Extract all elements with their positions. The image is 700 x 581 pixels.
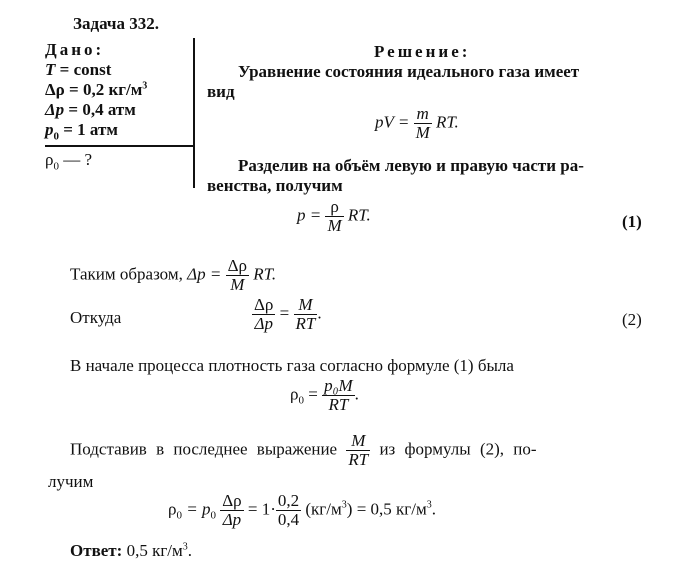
eq-units-exponent: 3 <box>341 499 347 511</box>
paragraph-3 <box>70 257 276 294</box>
eq-units-close: ) <box>346 499 353 519</box>
eq-lhs: Δp = <box>187 264 222 284</box>
given-divider <box>45 145 193 147</box>
denominator: RT <box>328 394 349 414</box>
given-line-initial-pressure <box>45 120 118 143</box>
fraction-delta <box>220 492 243 529</box>
find-value: — ? <box>63 150 93 169</box>
equation-4 <box>168 492 436 529</box>
numerator: Δρ <box>222 491 242 510</box>
given-line-pressure-change <box>45 100 136 120</box>
equation-state <box>375 105 459 142</box>
given-symbol: Δρ <box>45 80 65 99</box>
eq-end: . <box>317 303 322 323</box>
equation-1 <box>297 198 371 235</box>
equation-2-label: (2) <box>622 310 642 329</box>
eq-p-subscript: 0 <box>210 509 216 522</box>
denominator: M <box>230 274 245 294</box>
equation-2 <box>252 296 322 333</box>
given-value: = 1 атм <box>63 120 118 139</box>
denominator: Δp <box>222 509 242 529</box>
eq-p: = p <box>186 499 211 519</box>
given-value: = const <box>59 60 112 79</box>
numerator: p₀M <box>324 376 353 395</box>
eq-result: = 0,5 кг/м <box>356 499 427 519</box>
fraction <box>322 377 355 414</box>
eq-result-exponent: 3 <box>426 499 432 511</box>
paragraph-2-line-1: Разделив на объём левую и правую части ра- <box>238 156 584 175</box>
paragraph-6-line-2: лучим <box>48 472 94 491</box>
given-symbol: p <box>45 120 54 139</box>
denominator: M <box>415 122 430 142</box>
paragraph-5: В начале процесса плотность газа согласно формуле (1) была <box>70 356 514 375</box>
numerator: ρ <box>325 198 343 217</box>
given-heading: Дано: <box>45 40 105 59</box>
denominator: RT <box>348 449 369 469</box>
fraction <box>325 198 343 235</box>
answer-exponent: 3 <box>182 541 188 553</box>
given-exponent: 3 <box>142 80 148 92</box>
eq-rhs: RT. <box>253 264 277 284</box>
given-symbol: Δp <box>45 100 65 119</box>
given-value: = 0,2 кг/м <box>69 80 143 99</box>
paragraph-1-line-1: Уравнение состояния идеального газа имеет <box>238 62 580 81</box>
eq-lhs: p = <box>297 205 322 225</box>
eq-sign: = <box>279 303 290 323</box>
eq-rhs: RT. <box>347 205 371 225</box>
paragraph-1-line-2: вид <box>207 82 235 101</box>
eq-lhs: ρ <box>290 384 299 404</box>
answer-label: Ответ: <box>70 541 123 560</box>
eq-end: . <box>354 384 359 404</box>
fraction <box>346 432 370 469</box>
fraction <box>414 105 432 142</box>
numerator: 0,2 <box>277 491 300 510</box>
paragraph-2-line-2: венства, получим <box>207 176 343 195</box>
given-value: = 0,4 атм <box>68 100 136 119</box>
denominator: M <box>327 215 342 235</box>
para-text: Подставив в последнее выражение <box>70 439 338 459</box>
solution-heading: Решение: <box>374 42 471 61</box>
numerator: m <box>414 105 432 124</box>
eq-sign: = <box>308 384 318 404</box>
eq-mid: = 1· <box>247 499 276 519</box>
denominator: 0,4 <box>277 509 300 529</box>
given-subscript: 0 <box>53 130 59 143</box>
eq-end: . <box>431 499 436 519</box>
eq-lhs-subscript: 0 <box>176 509 182 522</box>
problem-title: Задача 332. <box>73 14 159 33</box>
find-line <box>45 150 93 173</box>
find-subscript: 0 <box>53 160 59 173</box>
para-text: Таким образом, <box>70 264 183 284</box>
eq-lhs-subscript: 0 <box>298 394 304 407</box>
equation-1-label: (1) <box>622 212 642 231</box>
fraction-right <box>294 296 318 333</box>
given-line-density-change <box>45 80 147 100</box>
eq-rhs: RT. <box>435 112 459 132</box>
answer-value: 0,5 кг/м <box>126 541 183 560</box>
fraction-values <box>276 492 301 529</box>
equation-3 <box>290 377 359 414</box>
given-separator <box>193 38 195 188</box>
eq-lhs: ρ <box>168 499 177 519</box>
fraction <box>226 257 249 294</box>
find-symbol: ρ <box>45 150 54 169</box>
eq-lhs: pV = <box>375 112 410 132</box>
numerator: Δρ <box>254 295 274 314</box>
given-line-temperature <box>45 60 111 80</box>
numerator: Δρ <box>227 256 247 275</box>
denominator: Δp <box>254 313 273 333</box>
numerator: M <box>294 296 318 315</box>
paragraph-4-label: Откуда <box>70 308 122 327</box>
fraction-left <box>252 296 275 333</box>
answer-end: . <box>187 541 193 560</box>
denominator: RT <box>295 313 316 333</box>
para-text: из формулы (2), по- <box>379 439 537 459</box>
paragraph-6-line-1 <box>70 432 537 469</box>
given-symbol: T <box>45 60 56 79</box>
eq-units: (кг/м <box>305 499 342 519</box>
answer-line <box>70 541 192 561</box>
numerator: M <box>346 432 370 451</box>
